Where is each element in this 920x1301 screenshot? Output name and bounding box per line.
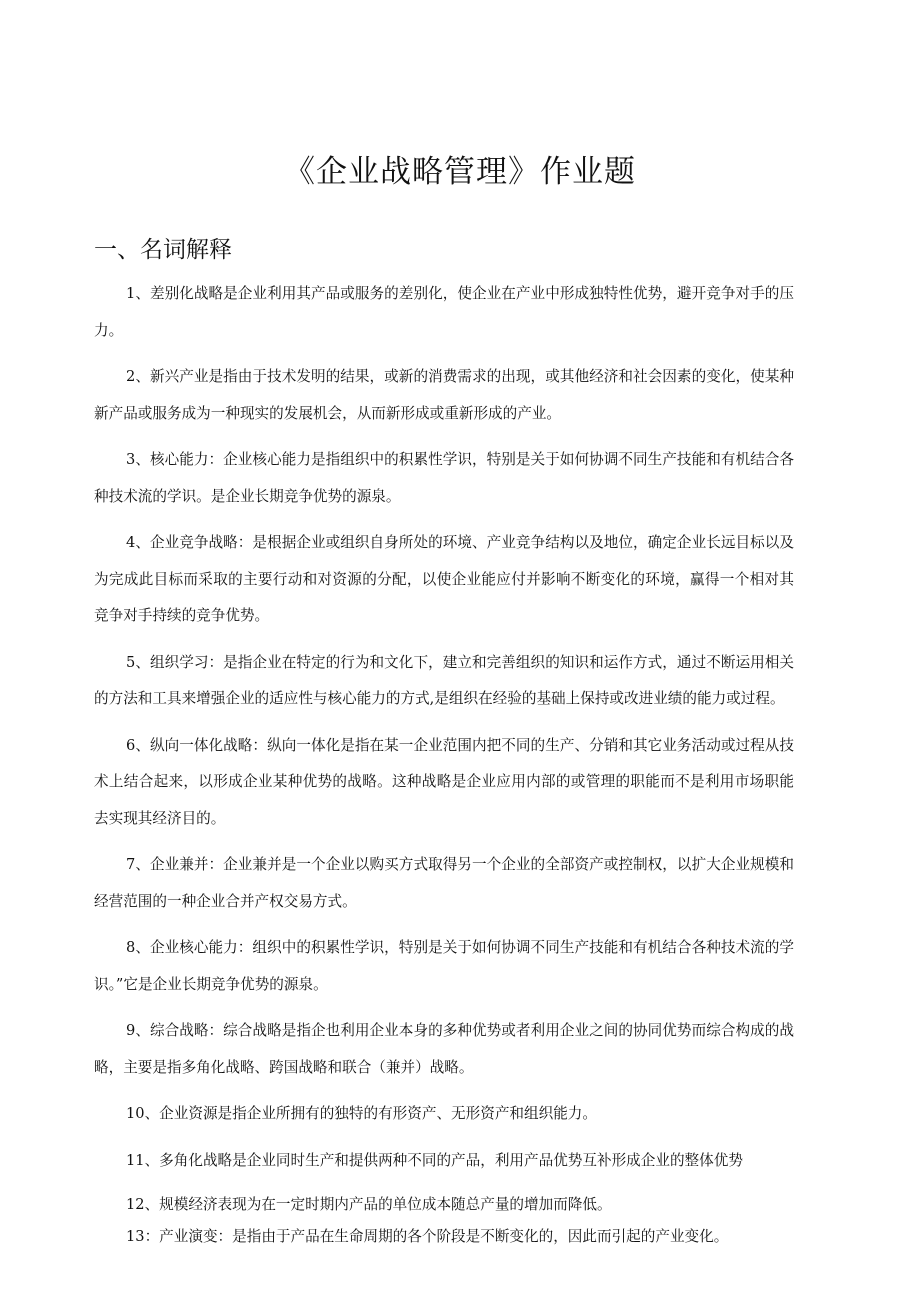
document-title: 《企业战略管理》作业题 [284, 154, 636, 190]
definition-entry-10: 10、企业资源是指企业所拥有的独特的有形资产、无形资产和组织能力。 [126, 1105, 597, 1122]
definition-entry-6: 6、纵向一体化战略：纵向一体化是指在某一企业范围内把不同的生产、分销和其它业务活动或过程从技术上结合起来，以形成企业某种优势的战略。这种战略是企业应用内部的或管理的职能而不是利用市场职能去实现其经济目的。 [94, 736, 794, 827]
definition-entry-1: 1、差别化战略是企业利用其产品或服务的差别化，使企业在产业中形成独特性优势，避开竞争对手的压力。 [94, 285, 794, 339]
definition-entry-2: 2、新兴产业是指由于技术发明的结果，或新的消费需求的出现，或其他经济和社会因素的变化，使某种新产品或服务成为一种现实的发展机会，从而新形成或重新形成的产业。 [94, 368, 794, 422]
definition-entry-8: 8、企业核心能力：组织中的积累性学识，特别是关于如何协调不同生产技能和有机结合各种技术流的学识。”它是企业长期竞争优势的源泉。 [94, 939, 794, 993]
definition-list [94, 276, 794, 1263]
definition-entry-5: 5、组织学习：是指企业在特定的行为和文化下，建立和完善组织的知识和运作方式，通过不断运用相关的方法和工具来增强企业的适应性与核心能力的方式,是组织在经验的基础上保持或改进业绩的能力或过程。 [94, 653, 794, 707]
section-heading: 一、名词解释 [94, 237, 232, 263]
definition-entry-9: 9、综合战略：综合战略是指企也利用企业本身的多种优势或者利用企业之间的协同优势而综合构成的战略，主要是指多角化战略、跨国战略和联合（兼并）战略。 [94, 1022, 794, 1076]
definition-entry-12: 12、规模经济表现为在一定时期内产品的单位成本随总产量的增加而降低。 [126, 1196, 612, 1213]
definition-entry-13: 13：产业演变：是指由于产品在生命周期的各个阶段是不断变化的，因此而引起的产业变化。 [126, 1228, 729, 1245]
definition-entry-7: 7、企业兼并：企业兼并是一个企业以购买方式取得另一个企业的全部资产或控制权，以扩大企业规模和经营范围的一种企业合并产权交易方式。 [94, 856, 794, 910]
definition-entry-3: 3、核心能力：企业核心能力是指组织中的积累性学识，特别是关于如何协调不同生产技能和有机结合各种技术流的学识。是企业长期竞争优势的源泉。 [94, 451, 794, 505]
definition-entry-11: 11、多角化战略是企业同时生产和提供两种不同的产品，利用产品优势互补形成企业的整体优势 [126, 1151, 743, 1169]
definition-entry-4: 4、企业竞争战略：是根据企业或组织自身所处的环境、产业竞争结构以及地位，确定企业长远目标以及为完成此目标而采取的主要行动和对资源的分配，以使企业能应付并影响不断变化的环境，赢得一个相对其竞争对手持续的竞争优势。 [94, 534, 794, 624]
